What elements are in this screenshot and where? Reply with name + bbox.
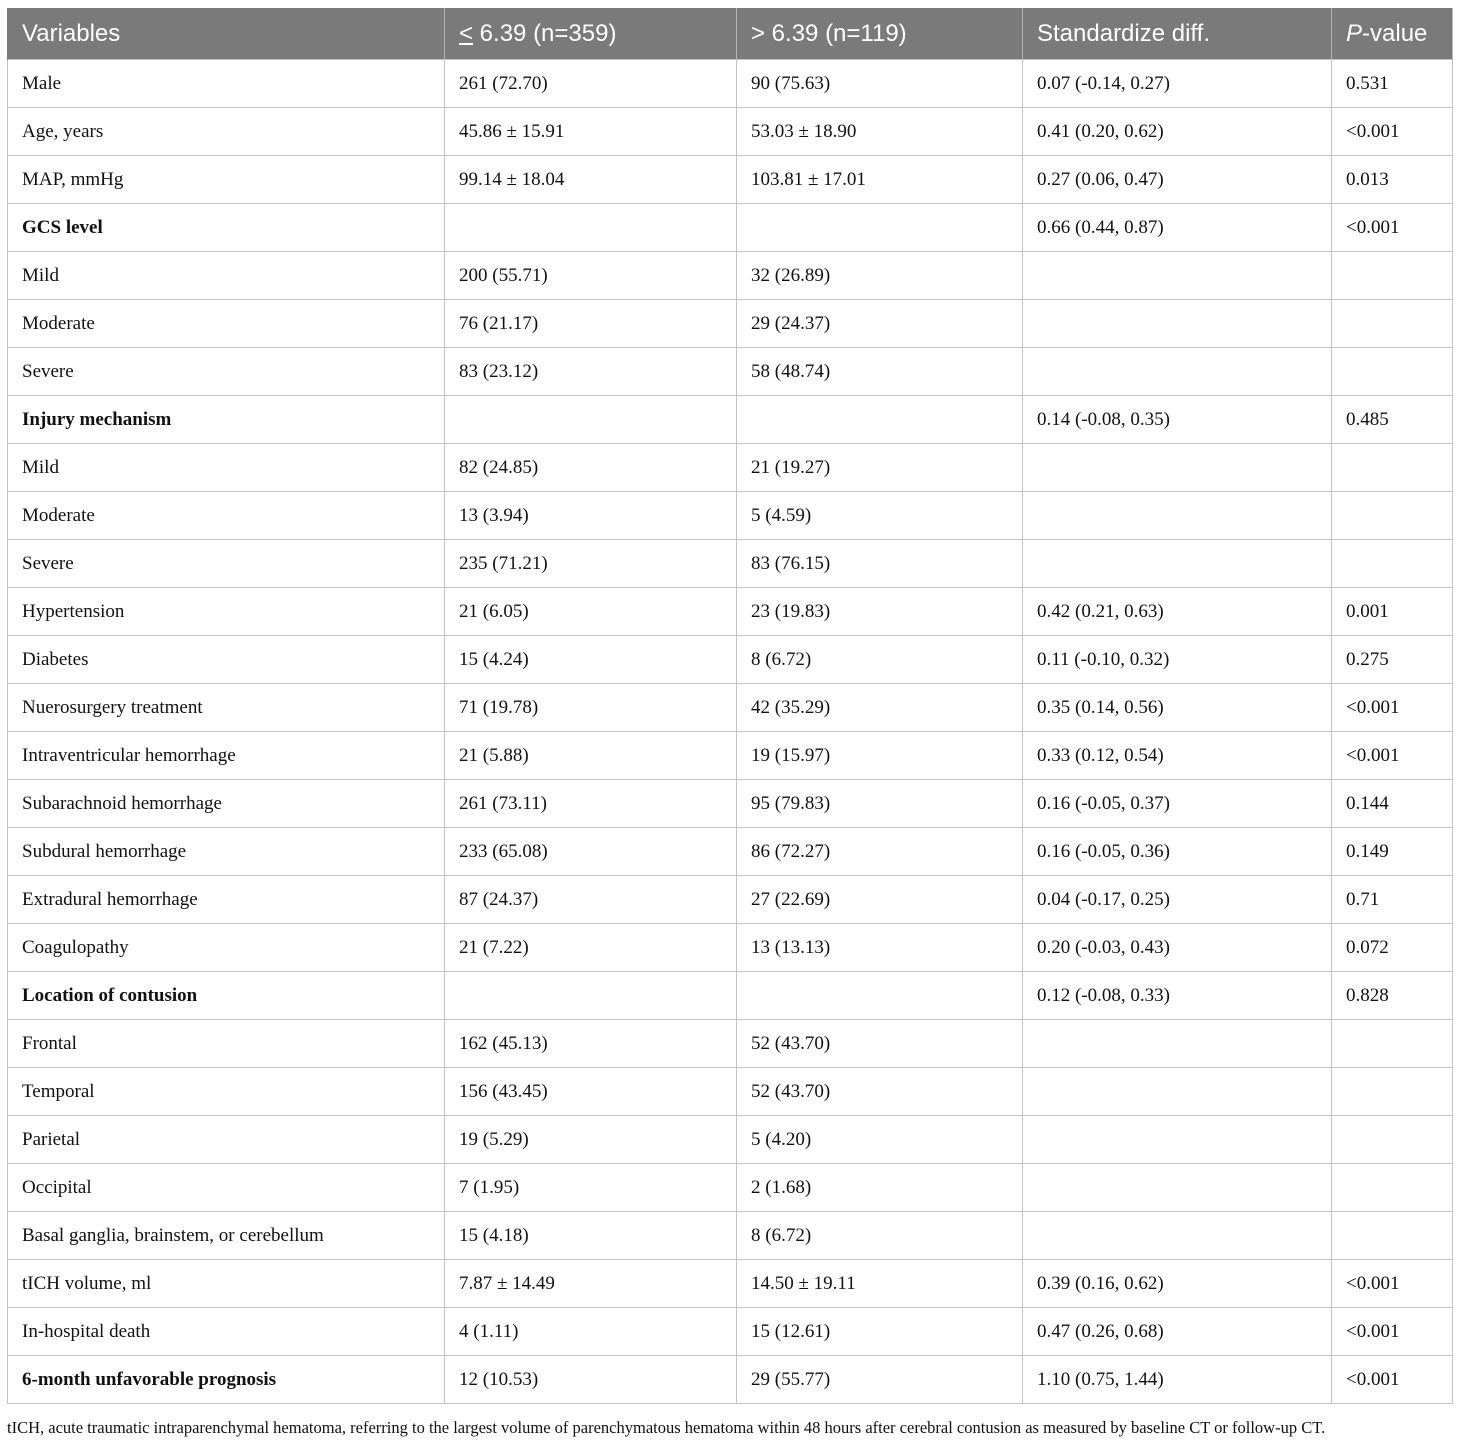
cell-std-diff: 1.10 (0.75, 1.44) (1023, 1356, 1332, 1404)
cell-group-low: 15 (4.24) (445, 636, 737, 684)
cell-std-diff (1023, 348, 1332, 396)
cell-std-diff: 0.47 (0.26, 0.68) (1023, 1308, 1332, 1356)
cell-p-value: <0.001 (1332, 1260, 1453, 1308)
cell-variable: Occipital (8, 1164, 445, 1212)
cell-p-value: 0.275 (1332, 636, 1453, 684)
table-body (8, 60, 1453, 1404)
cell-std-diff (1023, 1116, 1332, 1164)
cell-group-high: 27 (22.69) (737, 876, 1023, 924)
cell-group-high: 42 (35.29) (737, 684, 1023, 732)
cell-group-high: 90 (75.63) (737, 60, 1023, 108)
cell-std-diff: 0.16 (-0.05, 0.36) (1023, 828, 1332, 876)
cell-variable: Mild (8, 444, 445, 492)
cell-variable: Parietal (8, 1116, 445, 1164)
cell-group-low: 233 (65.08) (445, 828, 737, 876)
cell-variable: Severe (8, 540, 445, 588)
cell-group-high: 14.50 ± 19.11 (737, 1260, 1023, 1308)
header-group-low-label: 6.39 (n=359) (473, 19, 617, 47)
cell-group-high: 2 (1.68) (737, 1164, 1023, 1212)
cell-std-diff: 0.16 (-0.05, 0.37) (1023, 780, 1332, 828)
table-row (8, 1020, 1453, 1068)
cell-variable: Age, years (8, 108, 445, 156)
table-row (8, 492, 1453, 540)
header-p-rest: -value (1362, 19, 1428, 47)
table-row (8, 636, 1453, 684)
table-row (8, 1260, 1453, 1308)
cell-variable: tICH volume, ml (8, 1260, 445, 1308)
cell-std-diff: 0.41 (0.20, 0.62) (1023, 108, 1332, 156)
cell-std-diff (1023, 1164, 1332, 1212)
cell-group-high: 86 (72.27) (737, 828, 1023, 876)
cell-p-value (1332, 348, 1453, 396)
cell-group-high: 95 (79.83) (737, 780, 1023, 828)
cell-std-diff (1023, 540, 1332, 588)
cell-p-value: 0.072 (1332, 924, 1453, 972)
cell-p-value: 0.531 (1332, 60, 1453, 108)
table-row (8, 1068, 1453, 1116)
cell-group-low: 7 (1.95) (445, 1164, 737, 1212)
cell-variable: Subarachnoid hemorrhage (8, 780, 445, 828)
cell-group-high (737, 396, 1023, 444)
table-row (8, 1164, 1453, 1212)
header-group-high: > 6.39 (n=119) (737, 8, 1023, 60)
cell-group-high: 32 (26.89) (737, 252, 1023, 300)
cell-variable: Intraventricular hemorrhage (8, 732, 445, 780)
cell-group-low: 156 (43.45) (445, 1068, 737, 1116)
table-row (8, 588, 1453, 636)
cell-group-low: 162 (45.13) (445, 1020, 737, 1068)
cell-group-low: 45.86 ± 15.91 (445, 108, 737, 156)
cell-variable: Moderate (8, 492, 445, 540)
cell-variable: Hypertension (8, 588, 445, 636)
cell-std-diff: 0.33 (0.12, 0.54) (1023, 732, 1332, 780)
cell-group-low: 21 (5.88) (445, 732, 737, 780)
cell-group-high: 29 (24.37) (737, 300, 1023, 348)
cell-p-value: <0.001 (1332, 1308, 1453, 1356)
cell-group-high: 5 (4.59) (737, 492, 1023, 540)
cell-p-value (1332, 1068, 1453, 1116)
cell-variable: Basal ganglia, brainstem, or cerebellum (8, 1212, 445, 1260)
cell-group-high: 5 (4.20) (737, 1116, 1023, 1164)
table-row (8, 540, 1453, 588)
cell-group-low (445, 972, 737, 1020)
cell-std-diff: 0.39 (0.16, 0.62) (1023, 1260, 1332, 1308)
cell-variable: Frontal (8, 1020, 445, 1068)
table-row (8, 204, 1453, 252)
cell-p-value: 0.001 (1332, 588, 1453, 636)
table-row (8, 444, 1453, 492)
cell-p-value: <0.001 (1332, 732, 1453, 780)
cell-group-low: 21 (7.22) (445, 924, 737, 972)
cell-group-low: 87 (24.37) (445, 876, 737, 924)
header-variables: Variables (8, 8, 445, 60)
cell-group-high: 83 (76.15) (737, 540, 1023, 588)
cell-group-low: 261 (73.11) (445, 780, 737, 828)
cell-std-diff: 0.04 (-0.17, 0.25) (1023, 876, 1332, 924)
cell-group-low: 15 (4.18) (445, 1212, 737, 1260)
cell-p-value: 0.828 (1332, 972, 1453, 1020)
table-row (8, 972, 1453, 1020)
cell-std-diff: 0.66 (0.44, 0.87) (1023, 204, 1332, 252)
cell-group-low: 7.87 ± 14.49 (445, 1260, 737, 1308)
cell-variable: Nuerosurgery treatment (8, 684, 445, 732)
cell-group-high: 58 (48.74) (737, 348, 1023, 396)
cell-p-value (1332, 1116, 1453, 1164)
cell-std-diff (1023, 1212, 1332, 1260)
cell-std-diff (1023, 1068, 1332, 1116)
cell-std-diff (1023, 444, 1332, 492)
cell-variable: Coagulopathy (8, 924, 445, 972)
cell-group-high: 52 (43.70) (737, 1068, 1023, 1116)
table-container (7, 8, 1452, 1404)
cell-p-value: 0.144 (1332, 780, 1453, 828)
cell-variable: Extradural hemorrhage (8, 876, 445, 924)
cell-variable: Location of contusion (8, 972, 445, 1020)
cell-group-high: 8 (6.72) (737, 636, 1023, 684)
cell-group-high: 19 (15.97) (737, 732, 1023, 780)
cell-variable: Subdural hemorrhage (8, 828, 445, 876)
cell-group-low: 4 (1.11) (445, 1308, 737, 1356)
cell-variable: Temporal (8, 1068, 445, 1116)
cell-p-value: <0.001 (1332, 204, 1453, 252)
cell-p-value: <0.001 (1332, 1356, 1453, 1404)
table-row (8, 396, 1453, 444)
cell-variable: Moderate (8, 300, 445, 348)
cell-group-high: 8 (6.72) (737, 1212, 1023, 1260)
cell-std-diff (1023, 492, 1332, 540)
cell-group-low: 200 (55.71) (445, 252, 737, 300)
cell-variable: Mild (8, 252, 445, 300)
cell-variable: In-hospital death (8, 1308, 445, 1356)
cell-std-diff: 0.35 (0.14, 0.56) (1023, 684, 1332, 732)
cell-std-diff: 0.11 (-0.10, 0.32) (1023, 636, 1332, 684)
cell-group-high: 21 (19.27) (737, 444, 1023, 492)
table-row (8, 1212, 1453, 1260)
header-row (8, 8, 1453, 60)
cell-std-diff (1023, 252, 1332, 300)
header-p-italic: P (1346, 19, 1363, 47)
cell-p-value: <0.001 (1332, 684, 1453, 732)
cell-p-value (1332, 252, 1453, 300)
cell-std-diff: 0.42 (0.21, 0.63) (1023, 588, 1332, 636)
table-row (8, 108, 1453, 156)
cell-group-low: 76 (21.17) (445, 300, 737, 348)
cell-variable: 6-month unfavorable prognosis (8, 1356, 445, 1404)
cell-variable: Male (8, 60, 445, 108)
cell-group-low: 99.14 ± 18.04 (445, 156, 737, 204)
cell-std-diff: 0.20 (-0.03, 0.43) (1023, 924, 1332, 972)
cell-p-value: 0.485 (1332, 396, 1453, 444)
table-row (8, 924, 1453, 972)
cell-group-low: 71 (19.78) (445, 684, 737, 732)
table-row (8, 1356, 1453, 1404)
cell-variable: MAP, mmHg (8, 156, 445, 204)
cell-std-diff (1023, 1020, 1332, 1068)
table-row (8, 348, 1453, 396)
table-row (8, 60, 1453, 108)
table-row (8, 684, 1453, 732)
cell-p-value (1332, 1020, 1453, 1068)
cell-group-high: 13 (13.13) (737, 924, 1023, 972)
cell-p-value (1332, 444, 1453, 492)
cell-std-diff (1023, 300, 1332, 348)
cell-p-value (1332, 1164, 1453, 1212)
cell-group-high (737, 972, 1023, 1020)
cell-group-low: 82 (24.85) (445, 444, 737, 492)
header-p-value (1332, 8, 1453, 60)
cell-p-value (1332, 540, 1453, 588)
cell-group-high: 23 (19.83) (737, 588, 1023, 636)
cell-group-low: 12 (10.53) (445, 1356, 737, 1404)
cell-group-high: 53.03 ± 18.90 (737, 108, 1023, 156)
cell-variable: Injury mechanism (8, 396, 445, 444)
cell-variable: Diabetes (8, 636, 445, 684)
header-group-low-symbol: < (459, 19, 474, 47)
table-row (8, 300, 1453, 348)
table-row (8, 1308, 1453, 1356)
cell-group-low: 19 (5.29) (445, 1116, 737, 1164)
cell-p-value (1332, 300, 1453, 348)
cell-group-high: 15 (12.61) (737, 1308, 1023, 1356)
table-row (8, 876, 1453, 924)
header-group-low (445, 8, 737, 60)
cell-group-high: 29 (55.77) (737, 1356, 1023, 1404)
cell-p-value: <0.001 (1332, 108, 1453, 156)
table-row (8, 252, 1453, 300)
cell-group-low (445, 396, 737, 444)
cell-std-diff: 0.07 (-0.14, 0.27) (1023, 60, 1332, 108)
cell-group-low: 83 (23.12) (445, 348, 737, 396)
cell-variable: Severe (8, 348, 445, 396)
table-row (8, 1116, 1453, 1164)
table-row (8, 780, 1453, 828)
cell-group-low: 21 (6.05) (445, 588, 737, 636)
cell-group-low: 13 (3.94) (445, 492, 737, 540)
table-footnote: tICH, acute traumatic intraparenchymal hematoma, referring to the largest volume of parenchymatous hematoma within 48 hours after cerebral contusion as measured by baseline CT or follow-up CT. (7, 1418, 1326, 1437)
cell-group-low: 235 (71.21) (445, 540, 737, 588)
cell-p-value: 0.71 (1332, 876, 1453, 924)
cell-p-value (1332, 1212, 1453, 1260)
cell-group-low (445, 204, 737, 252)
cell-group-high (737, 204, 1023, 252)
cell-group-low: 261 (72.70) (445, 60, 737, 108)
cell-p-value: 0.013 (1332, 156, 1453, 204)
cell-std-diff: 0.27 (0.06, 0.47) (1023, 156, 1332, 204)
table-row (8, 828, 1453, 876)
cell-std-diff: 0.12 (-0.08, 0.33) (1023, 972, 1332, 1020)
table-row (8, 156, 1453, 204)
cell-variable: GCS level (8, 204, 445, 252)
header-std-diff: Standardize diff. (1023, 8, 1332, 60)
baseline-characteristics-table (7, 8, 1453, 1404)
table-row (8, 732, 1453, 780)
cell-group-high: 103.81 ± 17.01 (737, 156, 1023, 204)
cell-std-diff: 0.14 (-0.08, 0.35) (1023, 396, 1332, 444)
cell-p-value: 0.149 (1332, 828, 1453, 876)
cell-p-value (1332, 492, 1453, 540)
cell-group-high: 52 (43.70) (737, 1020, 1023, 1068)
